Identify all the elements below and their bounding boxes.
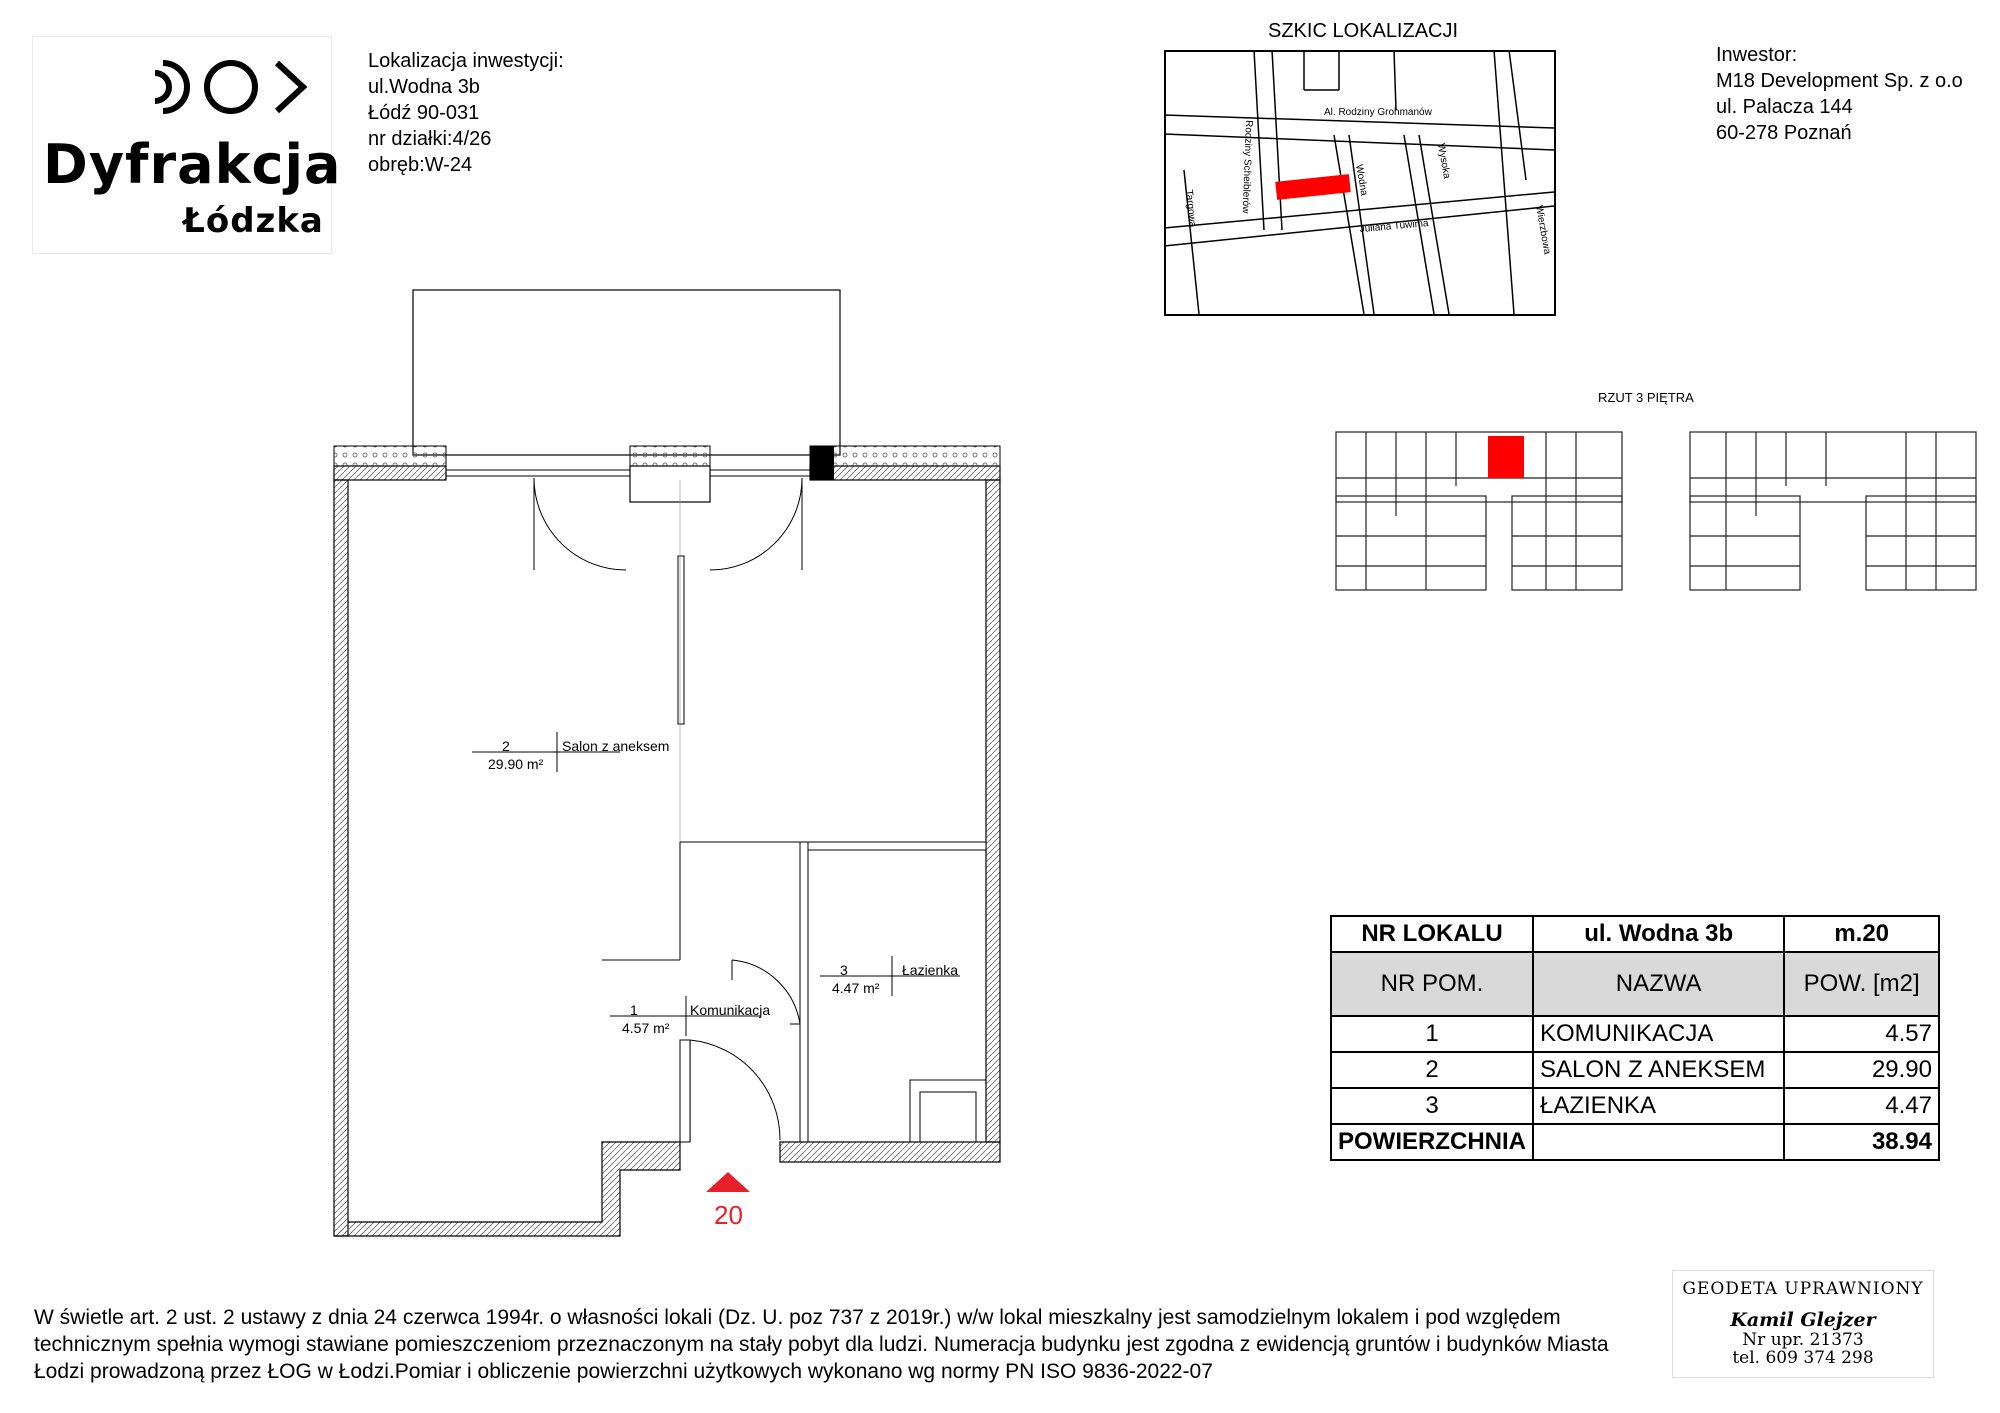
brand-name: Dyfrakcja [43, 133, 342, 196]
room-2-number: 2 [502, 738, 510, 754]
logo-mark-icon [127, 55, 327, 119]
investor-heading: Inwestor: [1716, 44, 1798, 66]
street-wodna-label: Wodna [1353, 163, 1370, 197]
surveyor-stamp [1672, 1270, 1934, 1378]
table-column-row [1331, 952, 1939, 1016]
header-unit-label: NR LOKALU [1331, 916, 1533, 952]
row-area: 4.47 [1784, 1088, 1939, 1124]
total-value: 38.94 [1784, 1124, 1939, 1160]
table-header-row [1331, 916, 1939, 952]
column-room-number: NR POM. [1331, 952, 1533, 1016]
row-area: 4.57 [1784, 1016, 1939, 1052]
header-unit-number: m.20 [1784, 916, 1939, 952]
total-spacer [1533, 1124, 1784, 1160]
investor-block [1716, 42, 1963, 146]
column-name: NAZWA [1533, 952, 1784, 1016]
floor-key-title: RZUT 3 PIĘTRA [1598, 390, 1694, 405]
room-1-name: Komunikacja [690, 1002, 771, 1018]
total-label: POWIERZCHNIA [1331, 1124, 1533, 1160]
table-row [1331, 1052, 1939, 1088]
apartment-location-marker [1488, 436, 1524, 478]
table-total-row [1331, 1124, 1939, 1160]
investor-city: 60-278 Poznań [1716, 122, 1852, 144]
street-tuwima-label: Juliana Tuwima [1359, 218, 1429, 235]
brand-city: Łódzka [183, 201, 324, 241]
row-name: KOMUNIKACJA [1533, 1016, 1784, 1052]
row-nr: 3 [1331, 1088, 1533, 1124]
street-grohmanow-label: Al. Rodziny Grohmanów [1324, 107, 1432, 118]
floor-key-plan [1326, 426, 1986, 602]
location-heading: Lokalizacja inwestycji: [368, 50, 564, 72]
logo [32, 36, 342, 254]
street-scheiblerow-label: Rodziny Scheiblerów [1239, 119, 1254, 214]
street-targowa-label: Targowa [1183, 189, 1198, 228]
row-area: 29.90 [1784, 1052, 1939, 1088]
row-nr: 2 [1331, 1052, 1533, 1088]
location-plot: nr działki:4/26 [368, 128, 492, 150]
site-map-title: SZKIC LOKALIZACJI [1268, 20, 1459, 42]
stamp-name: Kamil Glejzer [1730, 1309, 1876, 1331]
room-1-area: 4.57 m² [622, 1020, 670, 1036]
room-2-name: Salon z aneksem [562, 738, 670, 754]
stamp-license: Nr upr. 21373 [1742, 1330, 1864, 1350]
stamp-title: GEODETA UPRAWNIONY [1682, 1279, 1924, 1299]
street-wierzbowa-label: Wierzbowa [1533, 204, 1553, 256]
location-precinct: obręb:W-24 [368, 154, 473, 176]
location-block [368, 48, 564, 178]
table-row [1331, 1016, 1939, 1052]
room-1-number: 1 [630, 1002, 638, 1018]
room-3-area: 4.47 m² [832, 980, 880, 996]
row-name: SALON Z ANEKSEM [1533, 1052, 1784, 1088]
investor-street: ul. Palacza 144 [1716, 96, 1853, 118]
room-3-name: Łazienka [902, 962, 959, 978]
location-city: Łódź 90-031 [368, 102, 480, 124]
rooms-table [1330, 915, 1940, 1161]
site-map [1164, 50, 1556, 316]
room-3-number: 3 [840, 962, 848, 978]
column-area: POW. [m2] [1784, 952, 1939, 1016]
entrance-number: 20 [714, 1200, 743, 1230]
row-nr: 1 [1331, 1016, 1533, 1052]
table-row [1331, 1088, 1939, 1124]
floor-plan [320, 280, 1020, 1250]
row-name: ŁAZIENKA [1533, 1088, 1784, 1124]
header-address: ul. Wodna 3b [1533, 916, 1784, 952]
entrance-arrow-icon [706, 1172, 750, 1192]
street-wysoka-label: Wysoka [1435, 142, 1453, 180]
stamp-phone: tel. 609 374 298 [1732, 1348, 1874, 1368]
room-2-area: 29.90 m² [488, 756, 544, 772]
legal-note: W świetle art. 2 ust. 2 ustawy z dnia 24 czerwca 1994r. o własności lokali (Dz. U. poz 737 z 2019r.) w/w lokal mieszkalny jest samodzielnym lokalem i pod względem technicznym spełnia wymogi stawiane pomieszczeniom przeznaczonym na stały pobyt dla ludzi. Numeracja budynku jest zgodna z ewidencją gruntów i budynków Miasta Łodzi prowadzoną przez ŁOG w Łodzi.Pomiar i obliczenie powierzchni użytkowych wykonano wg normy PN ISO 9836-2022-07 [34, 1306, 1609, 1383]
location-street: ul.Wodna 3b [368, 76, 480, 98]
investor-company: M18 Development Sp. z o.o [1716, 70, 1963, 92]
